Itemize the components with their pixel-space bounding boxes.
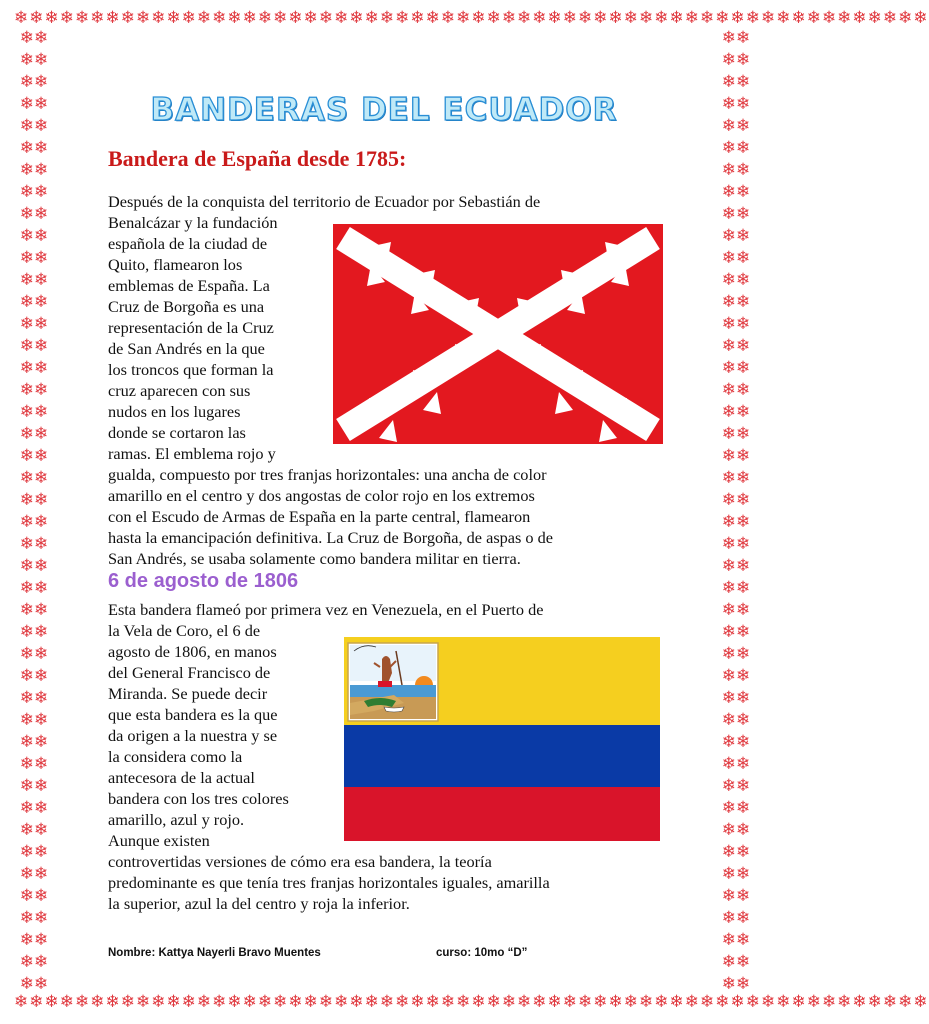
border-ornament-icon: ❄❄ bbox=[19, 336, 49, 356]
border-ornament-icon: ❄❄ bbox=[721, 688, 751, 708]
border-ornament-icon: ❄❄ bbox=[721, 270, 751, 290]
border-ornament-icon: ❄❄ bbox=[19, 116, 49, 136]
border-ornament-icon: ❄❄ bbox=[721, 314, 751, 334]
border-ornament-icon: ❄❄ bbox=[19, 358, 49, 378]
border-ornament-icon: ❄❄ bbox=[19, 622, 49, 642]
miranda-1806-flag-image bbox=[344, 637, 660, 841]
border-ornament-icon: ❄❄ bbox=[19, 402, 49, 422]
text-line: hasta la emancipación definitiva. La Cruz de Borgoña, de aspas o de bbox=[108, 528, 554, 547]
text-line: amarillo, azul y rojo. bbox=[108, 810, 245, 829]
text-line: Miranda. Se puede decir bbox=[108, 684, 268, 703]
border-ornament-icon: ❄❄ bbox=[19, 644, 49, 664]
text-line: Quito, flamearon los bbox=[108, 255, 243, 274]
border-ornament-icon: ❄❄ bbox=[19, 710, 49, 730]
text-line: antecesora de la actual bbox=[108, 768, 255, 787]
border-ornament-icon: ❄❄ bbox=[19, 754, 49, 774]
border-ornament-icon: ❄❄ bbox=[721, 622, 751, 642]
text-line: controvertidas versiones de cómo era esa bandera, la teoría bbox=[108, 852, 492, 871]
border-ornament-icon: ❄❄ bbox=[721, 336, 751, 356]
border-ornament-icon: ❄❄ bbox=[721, 446, 751, 466]
burgundy-cross-flag-image bbox=[333, 224, 663, 444]
text-line: Cruz de Borgoña es una bbox=[108, 297, 265, 316]
border-ornament-icon: ❄❄ bbox=[19, 138, 49, 158]
border-ornament-icon: ❄❄ bbox=[721, 468, 751, 488]
border-ornament-icon: ❄❄ bbox=[19, 886, 49, 906]
border-ornament-icon: ❄❄ bbox=[721, 952, 751, 972]
text-line: del General Francisco de bbox=[108, 663, 271, 682]
canton-emblem bbox=[348, 643, 438, 721]
border-ornament-icon: ❄❄ bbox=[721, 50, 751, 70]
border-ornament-icon: ❄❄ bbox=[19, 556, 49, 576]
border-ornament-icon: ❄❄ bbox=[721, 776, 751, 796]
border-ornament-icon: ❄❄ bbox=[19, 72, 49, 92]
text-line: Esta bandera flameó por primera vez en Venezuela, en el Puerto de bbox=[108, 600, 544, 619]
border-ornament-icon: ❄❄ bbox=[721, 864, 751, 884]
border-ornament-icon: ❄❄ bbox=[19, 776, 49, 796]
border-ornament-icon: ❄❄ bbox=[721, 534, 751, 554]
border-ornament-icon: ❄❄ bbox=[19, 864, 49, 884]
decorative-border-bottom: ❄❄❄❄❄❄❄❄❄❄❄❄❄❄❄❄❄❄❄❄❄❄❄❄❄❄❄❄❄❄❄❄❄❄❄❄❄❄❄❄❄❄❄❄❄❄❄❄❄❄❄❄❄❄❄❄❄❄❄❄ bbox=[14, 992, 929, 1012]
text-line: cruz aparecen con sus bbox=[108, 381, 251, 400]
border-ornament-icon: ❄❄ bbox=[721, 72, 751, 92]
border-ornament-icon: ❄❄ bbox=[721, 930, 751, 950]
text-line: da origen a la nuestra y se bbox=[108, 726, 278, 745]
footer-student-name: Nombre: Kattya Nayerli Bravo Muentes bbox=[108, 947, 321, 959]
border-ornament-icon: ❄❄ bbox=[721, 600, 751, 620]
text-line: Aunque existen bbox=[108, 831, 210, 850]
border-ornament-icon: ❄❄ bbox=[721, 908, 751, 928]
border-ornament-icon: ❄❄ bbox=[721, 644, 751, 664]
border-ornament-icon: ❄❄ bbox=[19, 930, 49, 950]
page-title: BANDERAS DEL ECUADOR bbox=[150, 92, 618, 128]
border-ornament-icon: ❄❄ bbox=[19, 578, 49, 598]
border-ornament-icon: ❄❄ bbox=[721, 842, 751, 862]
text-line: la Vela de Coro, el 6 de bbox=[108, 621, 261, 640]
border-ornament-icon: ❄❄ bbox=[721, 886, 751, 906]
border-ornament-icon: ❄❄ bbox=[721, 578, 751, 598]
border-ornament-icon: ❄❄ bbox=[19, 468, 49, 488]
border-ornament-icon: ❄❄ bbox=[19, 380, 49, 400]
border-ornament-icon: ❄❄ bbox=[721, 754, 751, 774]
border-ornament-icon: ❄❄ bbox=[721, 160, 751, 180]
border-ornament-icon: ❄❄ bbox=[19, 666, 49, 686]
border-ornament-icon: ❄❄ bbox=[721, 710, 751, 730]
border-ornament-icon: ❄❄ bbox=[19, 820, 49, 840]
border-ornament-icon: ❄❄ bbox=[19, 512, 49, 532]
border-ornament-icon: ❄❄ bbox=[721, 358, 751, 378]
border-ornament-icon: ❄❄ bbox=[19, 842, 49, 862]
decorative-border-right bbox=[716, 30, 756, 994]
text-line: nudos en los lugares bbox=[108, 402, 241, 421]
text-line: la superior, azul la del centro y roja la inferior. bbox=[108, 894, 410, 913]
text-line: bandera con los tres colores bbox=[108, 789, 289, 808]
border-ornament-icon: ❄❄ bbox=[721, 94, 751, 114]
text-line: agosto de 1806, en manos bbox=[108, 642, 277, 661]
text-line: Después de la conquista del territorio de Ecuador por Sebastián de bbox=[108, 192, 541, 211]
border-ornament-icon: ❄❄ bbox=[19, 270, 49, 290]
border-ornament-icon: ❄❄ bbox=[721, 138, 751, 158]
border-ornament-icon: ❄❄ bbox=[19, 908, 49, 928]
text-line: gualda, compuesto por tres franjas horizontales: una ancha de color bbox=[108, 465, 547, 484]
border-ornament-icon: ❄❄ bbox=[721, 380, 751, 400]
border-ornament-icon: ❄❄ bbox=[19, 600, 49, 620]
border-ornament-icon: ❄❄ bbox=[721, 820, 751, 840]
footer-course: curso: 10mo “D” bbox=[436, 947, 528, 959]
text-line: emblemas de España. La bbox=[108, 276, 270, 295]
text-line: predominante es que tenía tres franjas horizontales iguales, amarilla bbox=[108, 873, 550, 892]
border-ornament-icon: ❄❄ bbox=[19, 160, 49, 180]
text-line: con el Escudo de Armas de España en la parte central, flamearon bbox=[108, 507, 531, 526]
section-heading-spain: Bandera de España desde 1785: bbox=[108, 146, 407, 171]
text-line: española de la ciudad de bbox=[108, 234, 268, 253]
text-line: de San Andrés en la que bbox=[108, 339, 265, 358]
border-ornament-icon: ❄❄ bbox=[19, 534, 49, 554]
border-ornament-icon: ❄❄ bbox=[19, 974, 49, 994]
text-line: la considera como la bbox=[108, 747, 243, 766]
border-ornament-icon: ❄❄ bbox=[19, 314, 49, 334]
border-ornament-icon: ❄❄ bbox=[721, 424, 751, 444]
border-ornament-icon: ❄❄ bbox=[19, 94, 49, 114]
border-ornament-icon: ❄❄ bbox=[19, 952, 49, 972]
border-ornament-icon: ❄❄ bbox=[19, 204, 49, 224]
text-line: que esta bandera es la que bbox=[108, 705, 278, 724]
border-ornament-icon: ❄❄ bbox=[19, 798, 49, 818]
border-ornament-icon: ❄❄ bbox=[19, 50, 49, 70]
border-ornament-icon: ❄❄ bbox=[721, 402, 751, 422]
text-line: San Andrés, se usaba solamente como bandera militar en tierra. bbox=[108, 549, 521, 568]
text-line: amarillo en el centro y dos angostas de color rojo en los extremos bbox=[108, 486, 535, 505]
border-ornament-icon: ❄❄ bbox=[721, 204, 751, 224]
border-ornament-icon: ❄❄ bbox=[19, 248, 49, 268]
border-ornament-icon: ❄❄ bbox=[19, 688, 49, 708]
border-ornament-icon: ❄❄ bbox=[721, 798, 751, 818]
border-ornament-icon: ❄❄ bbox=[19, 182, 49, 202]
border-ornament-icon: ❄❄ bbox=[19, 490, 49, 510]
border-ornament-icon: ❄❄ bbox=[721, 292, 751, 312]
border-ornament-icon: ❄❄ bbox=[721, 512, 751, 532]
decorative-border-left bbox=[14, 30, 54, 994]
text-line: los troncos que forman la bbox=[108, 360, 274, 379]
border-ornament-icon: ❄❄ bbox=[721, 116, 751, 136]
text-line: Benalcázar y la fundación bbox=[108, 213, 278, 232]
border-ornament-icon: ❄❄ bbox=[721, 666, 751, 686]
border-ornament-icon: ❄❄ bbox=[19, 28, 49, 48]
border-ornament-icon: ❄❄ bbox=[721, 732, 751, 752]
section-heading-1806: 6 de agosto de 1806 bbox=[108, 570, 299, 592]
border-ornament-icon: ❄❄ bbox=[721, 28, 751, 48]
border-ornament-icon: ❄❄ bbox=[721, 226, 751, 246]
border-ornament-icon: ❄❄ bbox=[721, 490, 751, 510]
decorative-border-top: ❄❄❄❄❄❄❄❄❄❄❄❄❄❄❄❄❄❄❄❄❄❄❄❄❄❄❄❄❄❄❄❄❄❄❄❄❄❄❄❄❄❄❄❄❄❄❄❄❄❄❄❄❄❄❄❄❄❄❄❄ bbox=[14, 8, 929, 28]
border-ornament-icon: ❄❄ bbox=[19, 446, 49, 466]
border-ornament-icon: ❄❄ bbox=[19, 292, 49, 312]
border-ornament-icon: ❄❄ bbox=[721, 182, 751, 202]
border-ornament-icon: ❄❄ bbox=[721, 556, 751, 576]
border-ornament-icon: ❄❄ bbox=[721, 974, 751, 994]
border-ornament-icon: ❄❄ bbox=[19, 226, 49, 246]
border-ornament-icon: ❄❄ bbox=[19, 732, 49, 752]
border-ornament-icon: ❄❄ bbox=[19, 424, 49, 444]
border-ornament-icon: ❄❄ bbox=[721, 248, 751, 268]
text-line: ramas. El emblema rojo y bbox=[108, 444, 276, 463]
text-line: representación de la Cruz bbox=[108, 318, 274, 337]
text-line: donde se cortaron las bbox=[108, 423, 246, 442]
